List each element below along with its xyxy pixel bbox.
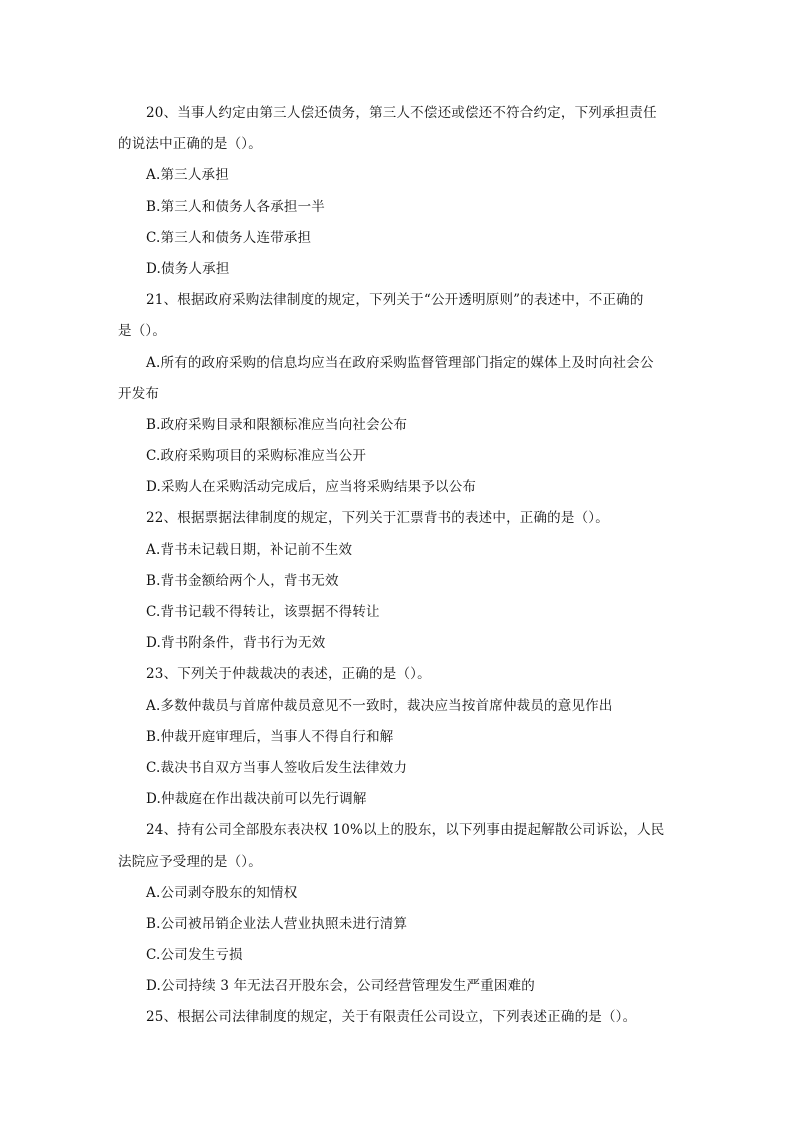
- question-23-option-c: C.裁决书自双方当事人签收后发生法律效力: [146, 759, 408, 776]
- question-24-line-2: 法院应予受理的是（）。: [118, 853, 262, 870]
- document-page: [118, 98, 670, 1034]
- question-22-option-c: C.背书记载不得转让，该票据不得转让: [146, 604, 380, 620]
- question-24-option-d: D.公司持续 3 年无法召开股东会，公司经营管理发生严重困难的: [146, 978, 536, 995]
- question-24-option-a: A.公司剥夺股东的知情权: [146, 884, 298, 901]
- question-21-option-a-line-1: A.所有的政府采购的信息均应当在政府采购监督管理部门指定的媒体上及时向社会公: [146, 354, 654, 371]
- question-20-line-2: 的说法中正确的是（）。: [118, 136, 262, 153]
- question-23-option-b: B.仲裁开庭审理后，当事人不得自行和解: [146, 728, 394, 745]
- question-24-option-b: B.公司被吊销企业法人营业执照未进行清算: [146, 915, 408, 932]
- question-20-option-c: C.第三人和债务人连带承担: [146, 229, 312, 246]
- question-22-option-a: A.背书未记载日期，补记前不生效: [146, 541, 353, 558]
- question-23-option-d: D.仲裁庭在作出裁决前可以先行调解: [146, 791, 367, 808]
- question-21-option-a-line-2: 开发布: [118, 385, 160, 402]
- question-20-option-a: A.第三人承担: [146, 167, 229, 184]
- question-21-line-2: 是（）。: [118, 323, 167, 340]
- question-20-option-b: B.第三人和债务人各承担一半: [146, 198, 326, 215]
- question-21-line-1: 21、根据政府采购法律制度的规定，下列关于“公开透明原则”的表述中，不正确的: [146, 292, 644, 309]
- question-20-line-1: 20、当事人约定由第三人偿还债务，第三人不偿还或偿还不符合约定，下列承担责任: [146, 105, 657, 121]
- question-24-line-1: 24、持有公司全部股东表决权 10%以上的股东，以下列事由提起解散公司诉讼，人民: [146, 822, 665, 839]
- question-22-option-d: D.背书附条件，背书行为无效: [146, 635, 326, 652]
- question-25-line-1: 25、根据公司法律制度的规定，关于有限责任公司设立，下列表述正确的是（）。: [146, 1009, 637, 1026]
- question-22-option-b: B.背书金额给两个人，背书无效: [146, 572, 339, 589]
- question-20-option-d: D.债务人承担: [146, 260, 230, 277]
- question-23-line-1: 23、下列关于仲裁裁决的表述，正确的是（）。: [146, 666, 431, 683]
- question-22-line-1: 22、根据票据法律制度的规定，下列关于汇票背书的表述中，正确的是（）。: [146, 510, 609, 527]
- question-21-option-b: B.政府采购目录和限额标准应当向社会公布: [146, 416, 408, 433]
- question-21-option-d: D.采购人在采购活动完成后，应当将采购结果予以公布: [146, 479, 477, 496]
- question-23-option-a: A.多数仲裁员与首席仲裁员意见不一致时，裁决应当按首席仲裁员的意见作出: [146, 697, 613, 714]
- question-21-option-c: C.政府采购项目的采购标准应当公开: [146, 448, 367, 465]
- question-24-option-c: C.公司发生亏损: [146, 947, 243, 964]
